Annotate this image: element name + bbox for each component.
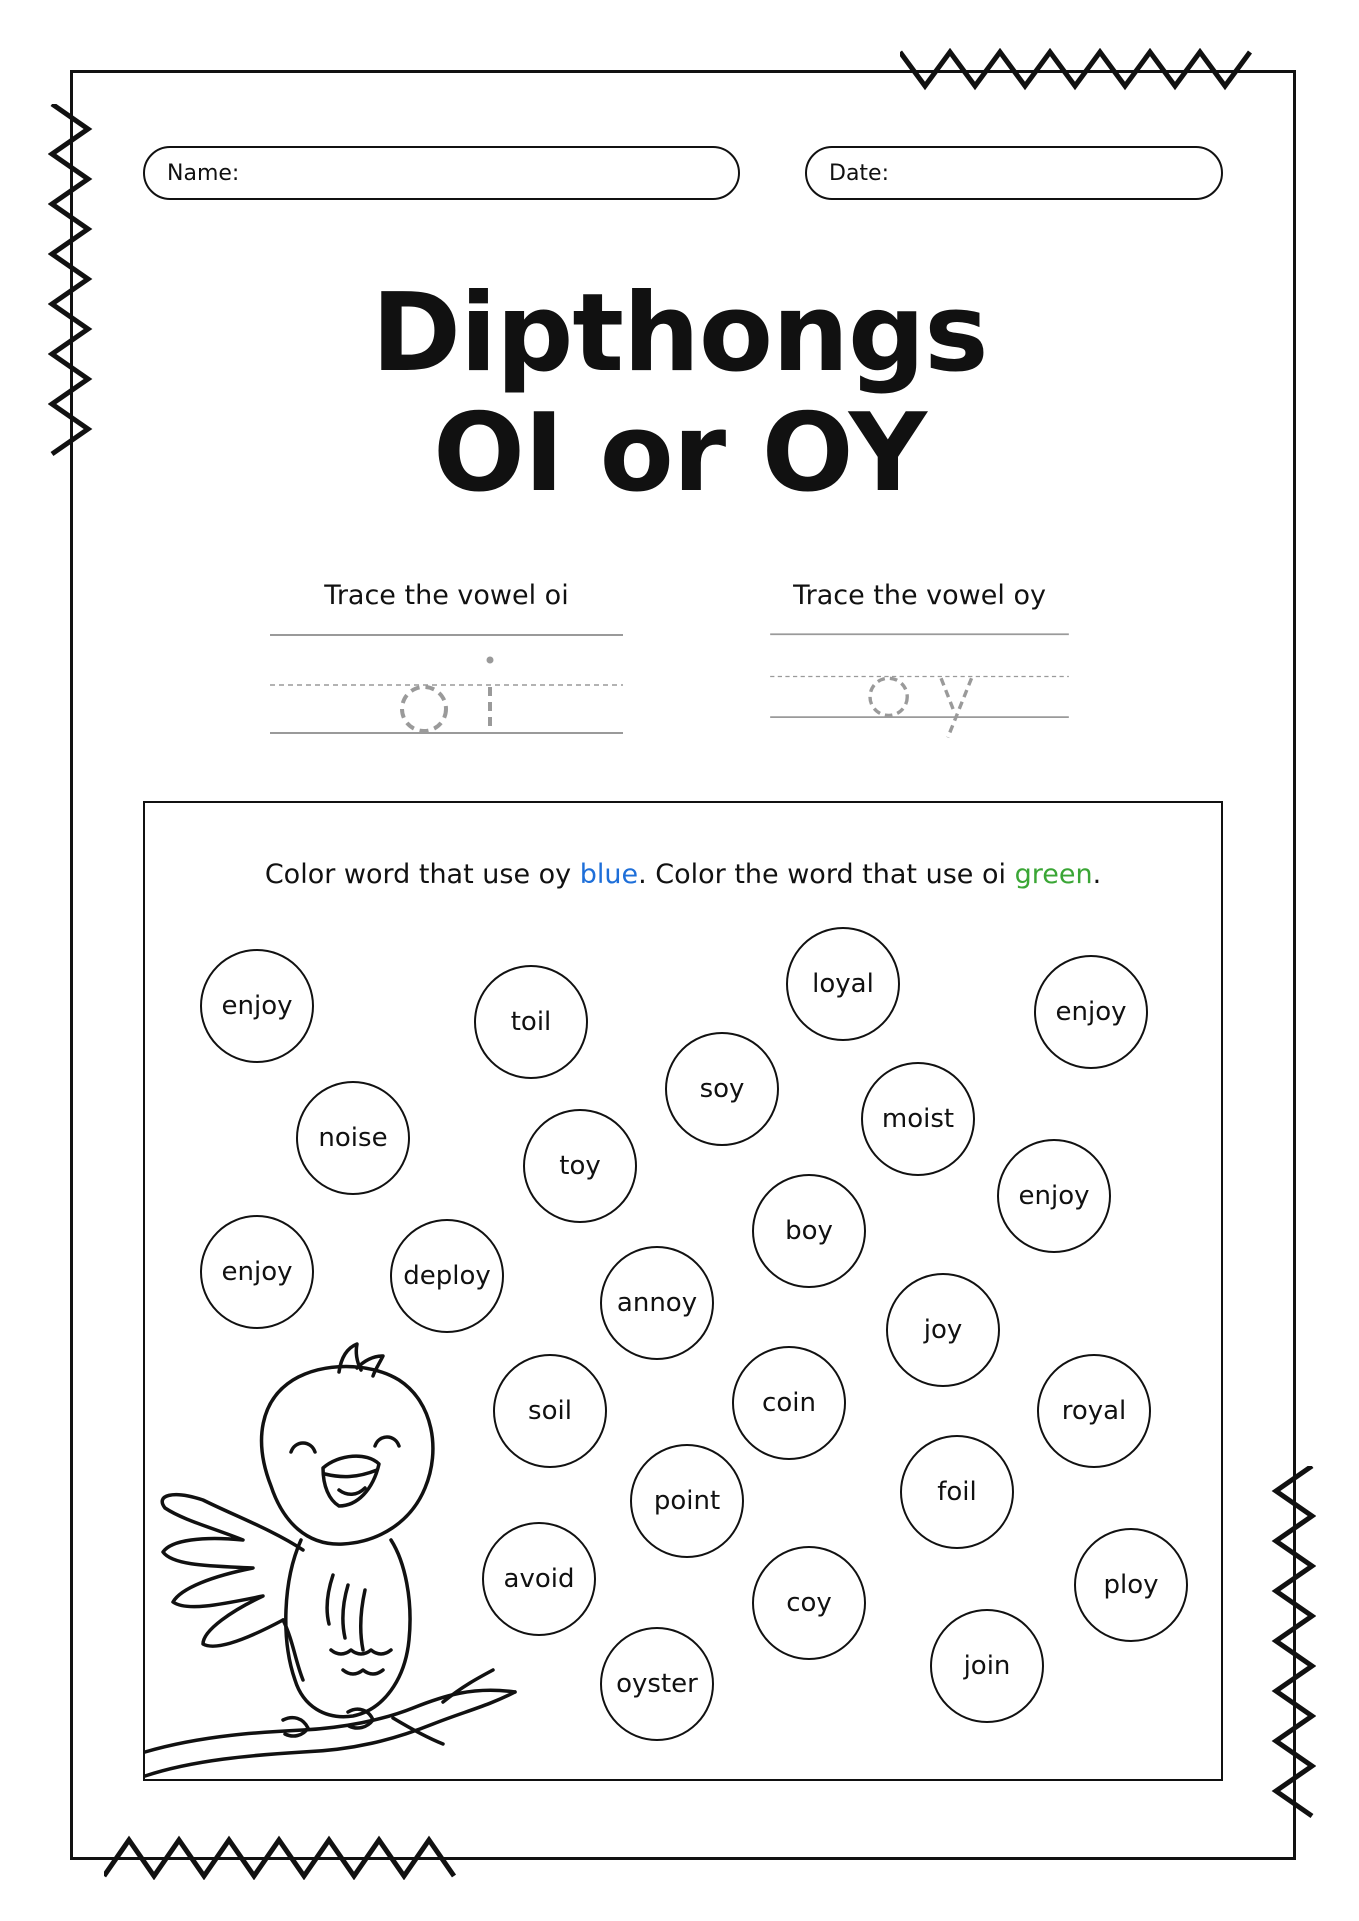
word-bubble[interactable]: coin bbox=[732, 1346, 846, 1460]
zigzag-right-icon bbox=[1270, 1466, 1316, 1828]
zigzag-top-right-icon bbox=[900, 48, 1260, 94]
trace-oy-label: Trace the vowel oy bbox=[793, 580, 1046, 611]
word-bubble[interactable]: boy bbox=[752, 1174, 866, 1288]
word-bubble[interactable]: enjoy bbox=[200, 1215, 314, 1329]
name-field[interactable] bbox=[143, 146, 740, 200]
trace-oi-label: Trace the vowel oi bbox=[324, 580, 569, 611]
instruction-text-2: . Color the word that use oi bbox=[638, 859, 1015, 890]
word-bubble[interactable]: toy bbox=[523, 1109, 637, 1223]
trace-oy-area[interactable] bbox=[743, 630, 1096, 740]
instruction-color-green: green bbox=[1014, 859, 1093, 890]
word-bubble[interactable]: avoid bbox=[482, 1522, 596, 1636]
trace-oi-area[interactable] bbox=[270, 630, 623, 740]
word-bubble[interactable]: loyal bbox=[786, 927, 900, 1041]
word-bubble[interactable]: noise bbox=[296, 1081, 410, 1195]
zigzag-bottom-left-icon bbox=[104, 1834, 466, 1880]
word-bubble[interactable]: coy bbox=[752, 1546, 866, 1660]
instruction-text-1: Color word that use oy bbox=[264, 859, 580, 890]
instructions bbox=[145, 859, 1221, 890]
word-bubble[interactable]: soy bbox=[665, 1032, 779, 1146]
word-bubble[interactable]: soil bbox=[493, 1354, 607, 1468]
word-bubble[interactable]: annoy bbox=[600, 1246, 714, 1360]
word-bubble[interactable]: oyster bbox=[600, 1627, 714, 1741]
word-bubble[interactable]: enjoy bbox=[200, 949, 314, 1063]
name-label: Name: bbox=[167, 161, 240, 186]
page-subtitle: OI or OY bbox=[433, 391, 926, 516]
instruction-color-blue: blue bbox=[579, 859, 639, 890]
word-bubble[interactable]: join bbox=[930, 1609, 1044, 1723]
word-bubble[interactable]: enjoy bbox=[997, 1139, 1111, 1253]
date-label: Date: bbox=[829, 161, 889, 186]
word-bubble[interactable]: royal bbox=[1037, 1354, 1151, 1468]
word-bubble[interactable]: enjoy bbox=[1034, 955, 1148, 1069]
word-bubble[interactable]: deploy bbox=[390, 1219, 504, 1333]
word-bubble[interactable]: toil bbox=[474, 965, 588, 1079]
date-field[interactable] bbox=[805, 146, 1223, 200]
word-bubble[interactable]: foil bbox=[900, 1435, 1014, 1549]
word-bubble[interactable]: ploy bbox=[1074, 1528, 1188, 1642]
instruction-text-end: . bbox=[1092, 859, 1102, 890]
page-title: Dipthongs bbox=[371, 271, 988, 396]
word-bubble[interactable]: moist bbox=[861, 1062, 975, 1176]
word-bubble[interactable]: point bbox=[630, 1444, 744, 1558]
word-bubble[interactable]: joy bbox=[886, 1273, 1000, 1387]
bird-illustration-icon bbox=[143, 1340, 583, 1780]
